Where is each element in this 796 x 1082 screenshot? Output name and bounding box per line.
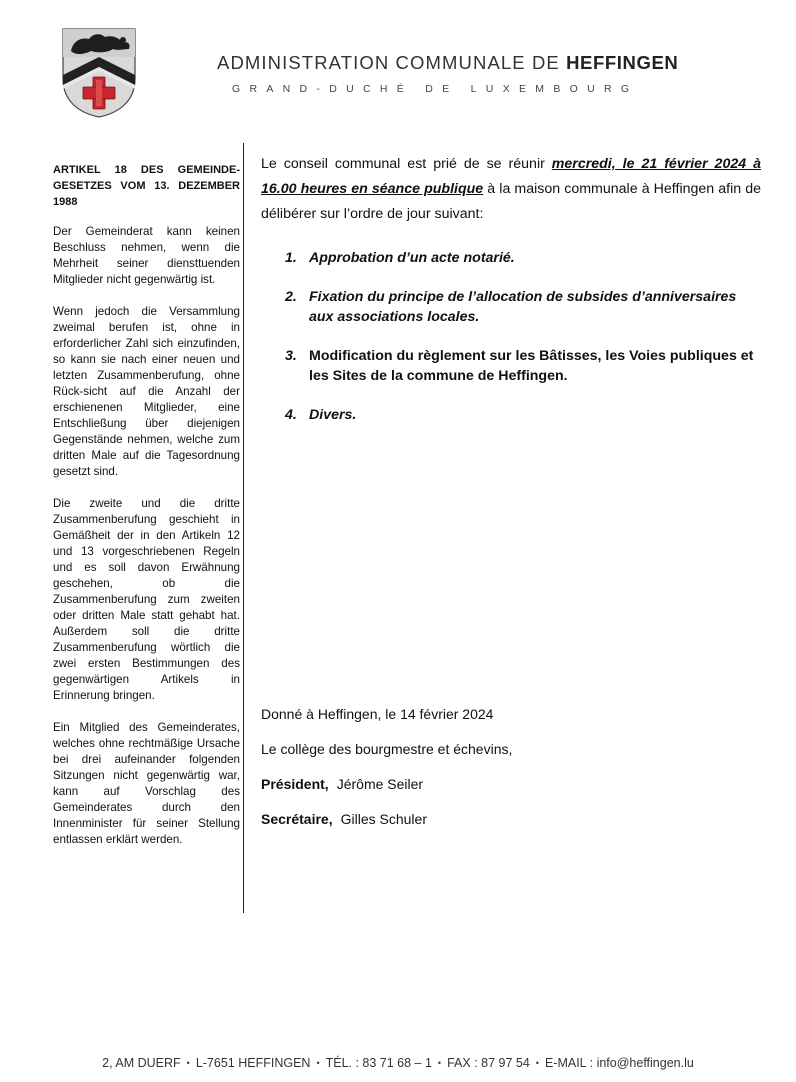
- signature-block: [261, 703, 761, 843]
- convocation-body: [261, 152, 761, 444]
- agenda-text: Fixation du principe de l’allocation de subsides d’anniversaires aux associations locales.: [309, 289, 737, 325]
- sidebar-paragraph: Wenn jedoch die Versammlung zweimal berufen ist, ohne in erforderlicher Zahl sich einzufinden, so kann sie nach einer neuen und letzten Zusammenberufung, ohne Rück-sicht auf die Anzahl der erschienenen Mitglieder, eine Entschließung über diejenigen Gegenstände nehmen, welche zum dritten Male auf die Tagesordnung gesetzt sind.: [53, 305, 240, 478]
- footer-address: 2, AM DUERF: [102, 1056, 181, 1070]
- separator-dot-icon: •: [186, 1058, 190, 1068]
- agenda-number: 2.: [285, 289, 297, 305]
- coat-of-arms-icon: [61, 27, 137, 119]
- agenda-item: [261, 346, 761, 386]
- sidebar-paragraph: Der Gemeinderat kann keinen Beschluss nehmen, wenn die Mehrheit seiner diensttuenden Mitglieder nicht gegenwärtig ist.: [53, 225, 240, 286]
- footer-city: L-7651 HEFFINGEN: [195, 1056, 311, 1070]
- agenda-number: 3.: [285, 348, 297, 364]
- agenda-item: [261, 405, 761, 425]
- separator-dot-icon: •: [316, 1058, 320, 1068]
- separator-dot-icon: •: [535, 1058, 539, 1068]
- president-name: Jérôme Seiler: [336, 776, 424, 792]
- meeting-date: mercredi, le 21 février 2024 à 16.00 heures en séance publique: [261, 156, 761, 197]
- page-subtitle: GRAND-DUCHÉ DE LUXEMBOURG: [232, 83, 639, 95]
- agenda-list: [261, 248, 761, 425]
- municipality-name: HEFFINGEN: [566, 52, 679, 73]
- president-label: Président,: [261, 776, 329, 792]
- agenda-text: Divers.: [309, 407, 357, 423]
- president-line: [261, 773, 761, 808]
- legal-sidebar: [53, 162, 240, 864]
- secretary-name: Gilles Schuler: [340, 811, 427, 827]
- sidebar-heading: ARTIKEL 18 DES GEMEINDE-GESETZES VOM 13. DEZEMBER 1988: [53, 164, 240, 208]
- agenda-item: [261, 287, 761, 327]
- column-divider: [243, 143, 244, 913]
- sidebar-paragraph: Ein Mitglied des Gemeinderates, welches ohne rechtmäßige Ursache bei drei aufeinander folgenden Sitzungen nicht gegenwärtig war, kann auf Vorschlag des Gemeinderates durch den Innenminister für seiner Stellung entlassen erklärt werden.: [53, 721, 240, 846]
- separator-dot-icon: •: [437, 1058, 442, 1068]
- agenda-text: Approbation d’un acte notarié.: [309, 250, 515, 266]
- college-line: Le collège des bourgmestre et échevins,: [261, 741, 513, 757]
- intro-text-end: à la maison communale à Heffingen afin de délibérer sur l’ordre de jour suivant:: [261, 181, 762, 222]
- footer-fax: FAX : 87 97 54: [447, 1056, 530, 1070]
- intro-text: Le conseil communal est prié de se réunir: [261, 156, 552, 172]
- intro-paragraph: [261, 152, 761, 227]
- agenda-item: [261, 248, 761, 268]
- issued-line: Donné à Heffingen, le 14 février 2024: [261, 706, 494, 722]
- title-prefix: ADMINISTRATION COMMUNALE DE: [217, 52, 567, 73]
- footer-phone: TÉL. : 83 71 68 – 1: [325, 1056, 432, 1070]
- sidebar-paragraph: Die zweite und die dritte Zusammenberufung geschieht in Gemäßheit der in den Artikeln 12 und 13 vorgeschriebenen Regeln und es soll davon Erwähnung geschehen, ob die Zusammenberufung zum zweiten oder dritten Male statt gehabt hat. Außerdem soll die dritte Zusammenberufung wörtlich die zwei ersten Bestimmungen des gegenwärtigen Artikels in Erinnerung bringen.: [53, 497, 240, 702]
- page-title: [217, 52, 717, 74]
- secretary-label: Secrétaire,: [261, 811, 333, 827]
- agenda-number: 1.: [285, 250, 297, 266]
- agenda-text: Modification du règlement sur les Bâtisses, les Voies publiques et les Sites de la commune de Heffingen.: [309, 348, 754, 384]
- footer-email: E-MAIL : info@heffingen.lu: [544, 1056, 694, 1070]
- agenda-number: 4.: [285, 407, 297, 423]
- secretary-line: [261, 808, 761, 843]
- contact-footer: [0, 1056, 796, 1070]
